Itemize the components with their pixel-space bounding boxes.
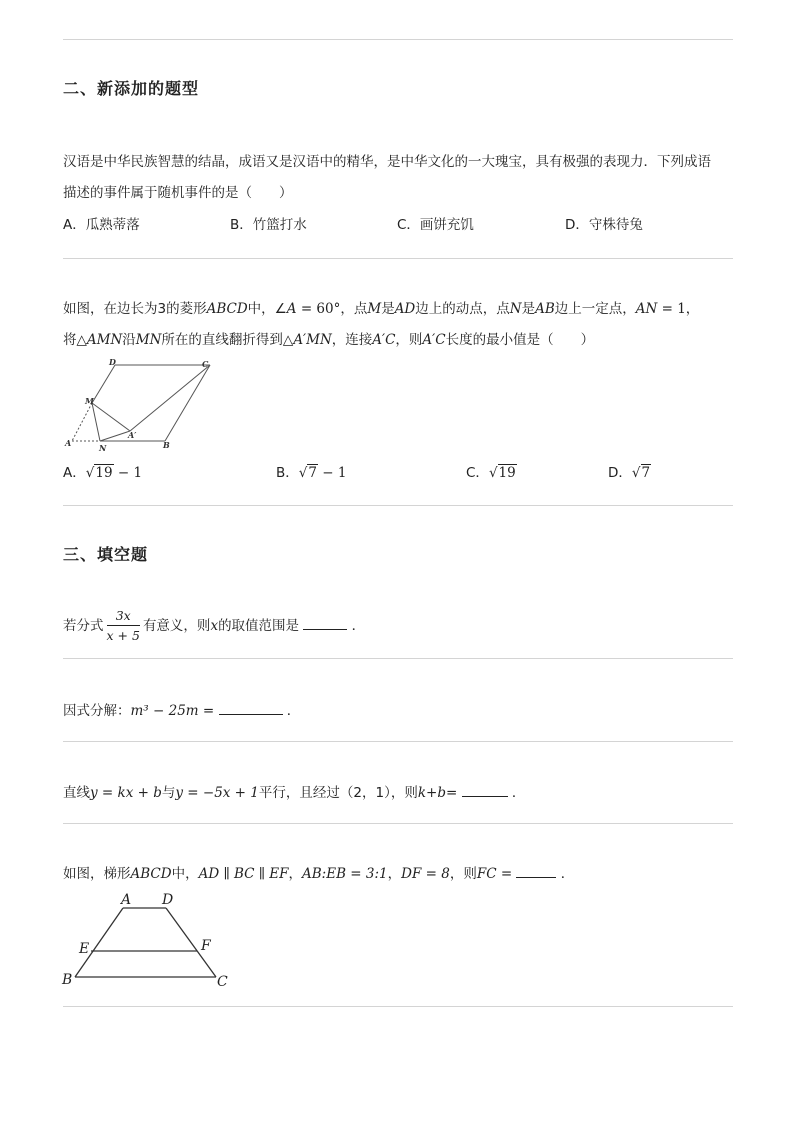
fraction: $\frac{3x}{x + 5}$ xyxy=(106,608,140,643)
divider xyxy=(63,741,733,742)
option-a[interactable]: A．瓜熟蒂落 xyxy=(63,217,140,233)
divider xyxy=(63,823,733,824)
question-3: 若分式 $\frac{3x}{x + 5}$ 有意义，则x的取值范围是 ． xyxy=(63,608,366,643)
label-n: N xyxy=(99,443,107,453)
option-c[interactable]: C．画饼充饥 xyxy=(397,217,474,233)
option-b[interactable]: B．竹篮打水 xyxy=(230,217,307,233)
divider xyxy=(63,39,733,40)
label-e: E xyxy=(79,941,90,957)
answer-blank[interactable] xyxy=(462,784,508,797)
question-text: 描述的事件属于随机事件的是（ ） xyxy=(63,185,293,201)
section-heading: 二、新添加的题型 xyxy=(63,79,200,98)
label-d: D xyxy=(109,357,116,367)
label-c: C xyxy=(217,974,228,990)
trapezoid-figure xyxy=(58,888,238,990)
answer-blank[interactable] xyxy=(219,702,283,715)
question-text: 汉语是中华民族智慧的结晶，成语又是汉语中的精华，是中华文化的一大瑰宝，具有极强的表现力．下列成语 xyxy=(63,154,711,170)
divider xyxy=(63,1006,733,1007)
label-m: M xyxy=(85,396,94,406)
option-a[interactable]: A．√19 − 1 xyxy=(63,465,143,481)
option-b[interactable]: B．√7 − 1 xyxy=(276,465,347,481)
divider xyxy=(63,658,733,659)
question-6: 如图，梯形ABCD中，AD ∥ BC ∥ EF，AB:EB = 3:1，DF = 8，则FC = ． xyxy=(63,866,575,882)
answer-blank[interactable] xyxy=(516,865,556,878)
label-a: A xyxy=(121,892,132,908)
label-a: A xyxy=(65,438,72,448)
label-f: F xyxy=(201,938,211,954)
label-c: C xyxy=(202,359,209,369)
label-b: B xyxy=(62,972,73,988)
label-a-prime: A′ xyxy=(128,430,137,440)
answer-blank[interactable] xyxy=(303,617,347,630)
option-d[interactable]: D．√7 xyxy=(608,465,651,481)
label-d: D xyxy=(162,892,174,908)
question-text: 将△AMN沿MN所在的直线翻折得到△A′MN，连接A′C，则A′C长度的最小值是（ ） xyxy=(63,332,595,348)
question-5: 直线y = kx + b与y = −5x + 1平行，且经过（2，1），则k+b= ． xyxy=(63,785,526,801)
question-4: 因式分解：m³ − 25m = ． xyxy=(63,703,301,719)
divider xyxy=(63,505,733,506)
label-b: B xyxy=(163,440,170,450)
option-d[interactable]: D．守株待兔 xyxy=(565,217,643,233)
question-text: 如图，在边长为3的菱形ABCD中，∠A = 60°，点M是AD边上的动点，点N是AB边上一定点，AN = 1， xyxy=(63,301,700,317)
section-heading: 三、填空题 xyxy=(63,545,149,564)
option-c[interactable]: C．√19 xyxy=(466,465,516,481)
divider xyxy=(63,258,733,259)
rhombus-figure xyxy=(60,355,230,455)
